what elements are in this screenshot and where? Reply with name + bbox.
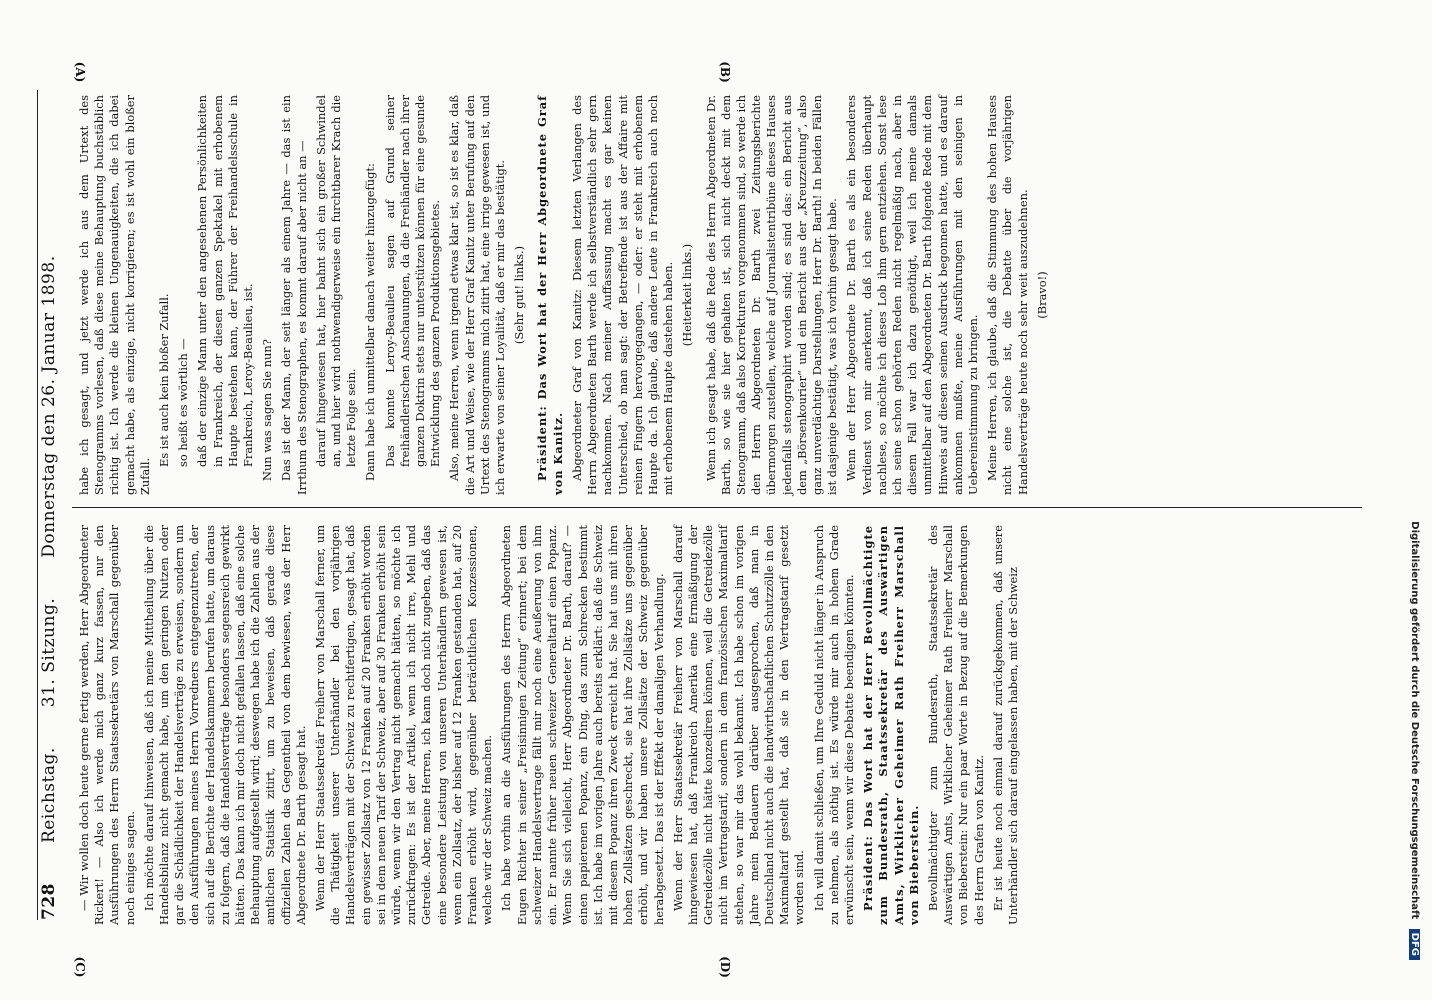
credit-text: Digitalisierung gefördert durch die Deutsche Forschungsgemeinschaft (1409, 521, 1420, 920)
speaker-paragraph: Präsident: Das Wort hat der Herr Abgeordnete Graf von Kanitz. (535, 95, 565, 495)
dfg-logo: DFG (1409, 929, 1420, 960)
paragraph: Nun was sagen Sie nun? (260, 339, 275, 481)
header-rule (37, 90, 38, 920)
speaker-paragraph: Bevollmächtigter zum Bundesrath, Staatssekretär des Auswärtigen Amts, Wirklicher Geheimer Rath Freiherr Marschall von Bieberstein: Nur ein paar Worte in Bezug auf die Bemerkungen des Herrn Grafen von Kanitz. (925, 525, 986, 925)
paragraph: habe ich gesagt, und jetzt werde ich aus dem Urtext des Stenogramms vorlesen, daß diese meine Behauptung buchstäblich richtig ist. Ich werde die kleinen Ungenauigkeiten, die ich dabei gemacht habe, als einzige, nicht korrigieren; es ist wohl ein bloßer Zufall. (77, 95, 152, 495)
left-text-column (77, 95, 1352, 495)
paragraph: Wenn der Herr Staatssekretär Freiherr von Marschall ferner, um die Thätigkeit unserer Unterhändler bei den vorjährigen Handelsverträgen mit der Schweiz zu rechtfertigen, gesagt hat, daß ein gewisser Zollsatz von 12 Franken auf 20 Franken erhöht worden sei in dem neuen Tarif der Schweiz, aber auf 30 Franken erhöht sein würde, wenn wir den Vertrag nicht gemacht hätten, so möchte ich zurückfragen: Es ist der Artikel, wenn ich nicht irre, Mehl und Getreide. Aber, meine Herren, ich kann doch nicht zugeben, daß das eine besondere Leistung von unseren Unterhändlern gewesen ist, wenn ein Zollsatz, der bisher auf 12 Franken gestanden hat, auf 20 Franken erhöht wird, gegenüber beträchtlichen Konzessionen, welche wir der Schweiz machen. (313, 525, 495, 925)
paragraph: Ich will damit schließen, um Ihre Geduld nicht länger in Anspruch zu nehmen, als nöthig ist. Es würde mir auch in hohem Grade erwünscht sein, wenn wir diese Debatte beendigen könnten. (811, 525, 856, 925)
paragraph: Ich habe vorhin an die Ausführungen des Herrn Abgeordneten Eugen Richter in seiner „Freisinnigen Zeitung“ erinnert; bei dem schweizer Handelsvertrage fällt mir noch eine Aeußerung von ihm ein. Er nannte früher neuen schweizer Generaltarif einen Popanz. Wenn Sie sich vielleicht, Herr Abgeordneter Dr. Barth, darauf? — einen papierenen Popanz, ein Ding, das zum Schrecken bestimmt ist. Ich habe im vorigen Jahre auch bereits erklärt: daß die Schweiz mit diesem Popanz ihren Zweck erreicht hat. Sie hat uns mit ihren hohen Zollsätzen geschreckt, sie hat ihre Zollsätze uns gegenüber erhöht, und wir haben unsere Zollsätze der Schweiz gegenüber herabgesetzt. Das ist der Effekt der damaligen Verhandlung. (499, 525, 666, 925)
paragraph: Meine Herren, ich glaube, daß die Stimmung des hohen Hauses nicht eine solche ist, die Debatte über die vorjährigen Handelsverträge heute noch sehr weit auszudehnen. (985, 95, 1030, 495)
margin-marker-d: (D) (718, 956, 732, 978)
paragraph: Dann habe ich unmittelbar danach weiter hinzugefügt: (363, 163, 378, 481)
page-number: 728 (39, 883, 59, 920)
page-header (39, 90, 67, 920)
header-date: Donnerstag den 26. Januar 1898. (39, 255, 59, 558)
paragraph: Es ist auch kein bloßer Zufall. (157, 293, 172, 467)
paragraph: Ich möchte darauf hinweisen, daß ich meine Mittheilung über die Handelsbilanz nicht gemacht habe, um den geringen Nutzen oder gar die Schädlichkeit der Handelsverträge zu erweisen, sondern um den Ausführungen meines Herrn Vorredners entgegenzutreten, der sich auf die Berichte der Handelskammern berufen hatte, um daraus zu folgern, daß die Handelsverträge besonders segensreich gewirkt hätten. Das kann ich mir doch nicht gefallen lassen, daß eine solche Behauptung aufgestellt wird; deswegen habe ich die Zahlen aus der amtlichen Statistik zitirt, um zu beweisen, daß gerade diese offiziellen Zahlen das Gegentheil von dem bewiesen, was der Herr Abgeordnete Dr. Barth gesagt hat. (141, 525, 308, 925)
paragraph: Also, meine Herren, wenn irgend etwas klar ist, so ist es klar, daß die Art und Weise, wie der Herr Graf Kanitz unter Berufung auf den Urtext des Stenogramms mich zitirt hat, eine irrige gewesen ist, und ich erwarte von seiner Loyalität, daß er mir das bestätigt. (447, 95, 508, 495)
paragraph: Wenn der Herr Abgeordnete Dr. Barth es als ein besonderes Verdienst von mir anerkennt, daß ich seine Reden überhaupt nachlese, so möchte ich dieses Lob ihm gern entziehen. Sonst lese ich seine schon gehörten Reden nicht regelmäßig nach, aber in diesem Fall war ich dazu genöthigt, weil ich meine damals unmittelbar auf den Abgeordneten Dr. Barth folgende Rede mit dem Hinweis auf diesen seinen Ausdruck begonnen hatte, und es darauf ankommen mußte, meine Ausführungen mit den seinigen in Uebereinstimmung zu bringen. (844, 95, 980, 495)
margin-marker-a: (A) (73, 61, 87, 83)
interjection: (Heiterkeit links.) (680, 243, 695, 347)
header-session: 31. Sitzung. (39, 597, 59, 708)
margin-marker-c: (C) (73, 956, 87, 978)
quoted-passage: Das konnte Leroy-Beaulieu sagen auf Grund seiner freihändlerischen Anschauungen, da die Freihändler nach ihrer ganzen Doktrin stets nur unterstützen können für eine gesunde Entwicklung des ganzen Produktionsgebietes. (382, 95, 443, 467)
column-divider (72, 507, 1362, 508)
digitization-credit (1402, 0, 1420, 1000)
interjection: (Bravo!) (1034, 271, 1049, 319)
header-publication: Reichstag. (39, 747, 59, 843)
quoted-passage: darauf hingewiesen hat, hier bahnt sich ein großer Schwindel an, und hier wird nothwendigerweise ein furchtbarer Krach die letzte Folge sein. (313, 95, 359, 467)
paragraph: Er ist heute noch einmal darauf zurückgekommen, daß unsere Unterhändler sich darauf eingelassen haben, mit der Schweiz (990, 525, 1020, 925)
paragraph: — Wir wollen doch heute gerne fertig werden, Herr Abgeordneter Rickert! — Also ich werde mich ganz kurz fassen, nur den Ausführungen des Herrn Staatssekretärs von Marschall gegenüber noch einiges sagen. (77, 525, 137, 925)
quoted-passage: daß der einzige Mann unter den angesehenen Persönlichkeiten in Frankreich, der diesen ganzen Spektakel mit erhobenem Haupte bestehen kann, der Führer der Freihandelsschule in Frankreich, Leroy-Beaulieu, ist. (195, 95, 256, 467)
speaker-paragraph: Präsident: Das Wort hat der Herr Bevollmächtigte zum Bundesrath, Staatssekretär des Auswärtigen Amts, Wirklicher Geheimer Rath Freiherr Marschall von Bieberstein. (861, 525, 921, 925)
speaker-paragraph: Abgeordneter Graf von Kanitz: Diesem letzten Verlangen des Herrn Abgeordneten Barth werde ich selbstverständlich sehr gern nachkommen. Nach meiner Auffassung macht es gar keinen Unterschied, ob man sagt: der Betreffende ist aus der Affaire mit reinen Fingern hervorgegangen, — oder: er steht mit erhobenem Haupte da. Ich glaube, daß andere Leute in Frankreich auch noch mit erhobenem Haupte dastehen haben. (569, 95, 676, 495)
paragraph: Wenn der Herr Staatssekretär Freiherr von Marschall darauf hingewiesen hat, daß Frankreich Amerika eine Ermäßigung der Getreidezölle nicht hätte konzediren können, weil die Getreidezölle nicht im Vertragstarif, sondern in dem französischen Maximaltarif stehen, so war mir das wohl bekannt. Ich habe schon im vorigen Jahre mein Bedauern darüber ausgesprochen, daß man in Deutschland nicht auch die landwirthschaftlichen Schutzzölle in den Maximaltarif gestellt hat, daß sie in den Vertragstarif gesetzt worden sind. (670, 525, 807, 925)
right-text-column (77, 525, 1352, 925)
paragraph: Das ist der Mann, der seit länger als einem Jahre — das ist ein Irrthum des Stenographen, es kommt darauf aber nicht an — (279, 95, 309, 495)
margin-marker-b: (B) (718, 61, 732, 83)
paragraph: Wenn ich gesagt habe, daß die Rede des Herrn Abgeordneten Dr. Barth, so wie sie hier gehalten ist, sich nicht deckt mit dem Stenogramm, daß also Korrekturen vorgenommen sind, so werde ich den Herrn Abgeordneten Dr. Barth zwei Zeitungsberichte übermorgen zustellen, welche auf Journalistentribüne dieses Hauses jedenfalls stenographirt worden sind; es sind das: ein Bericht aus dem „Börsenkourier“ und ein Bericht aus der „Kreuzzeitung“, also ganz unverdächtige Darstellungen, Herr Dr. Barth! In beiden Fällen ist dasjenige bestätigt, was ich vorhin gesagt habe. (703, 95, 840, 495)
paragraph: so heißt es wörtlich — (176, 338, 191, 467)
interjection: (Sehr gut! links.) (512, 245, 527, 345)
